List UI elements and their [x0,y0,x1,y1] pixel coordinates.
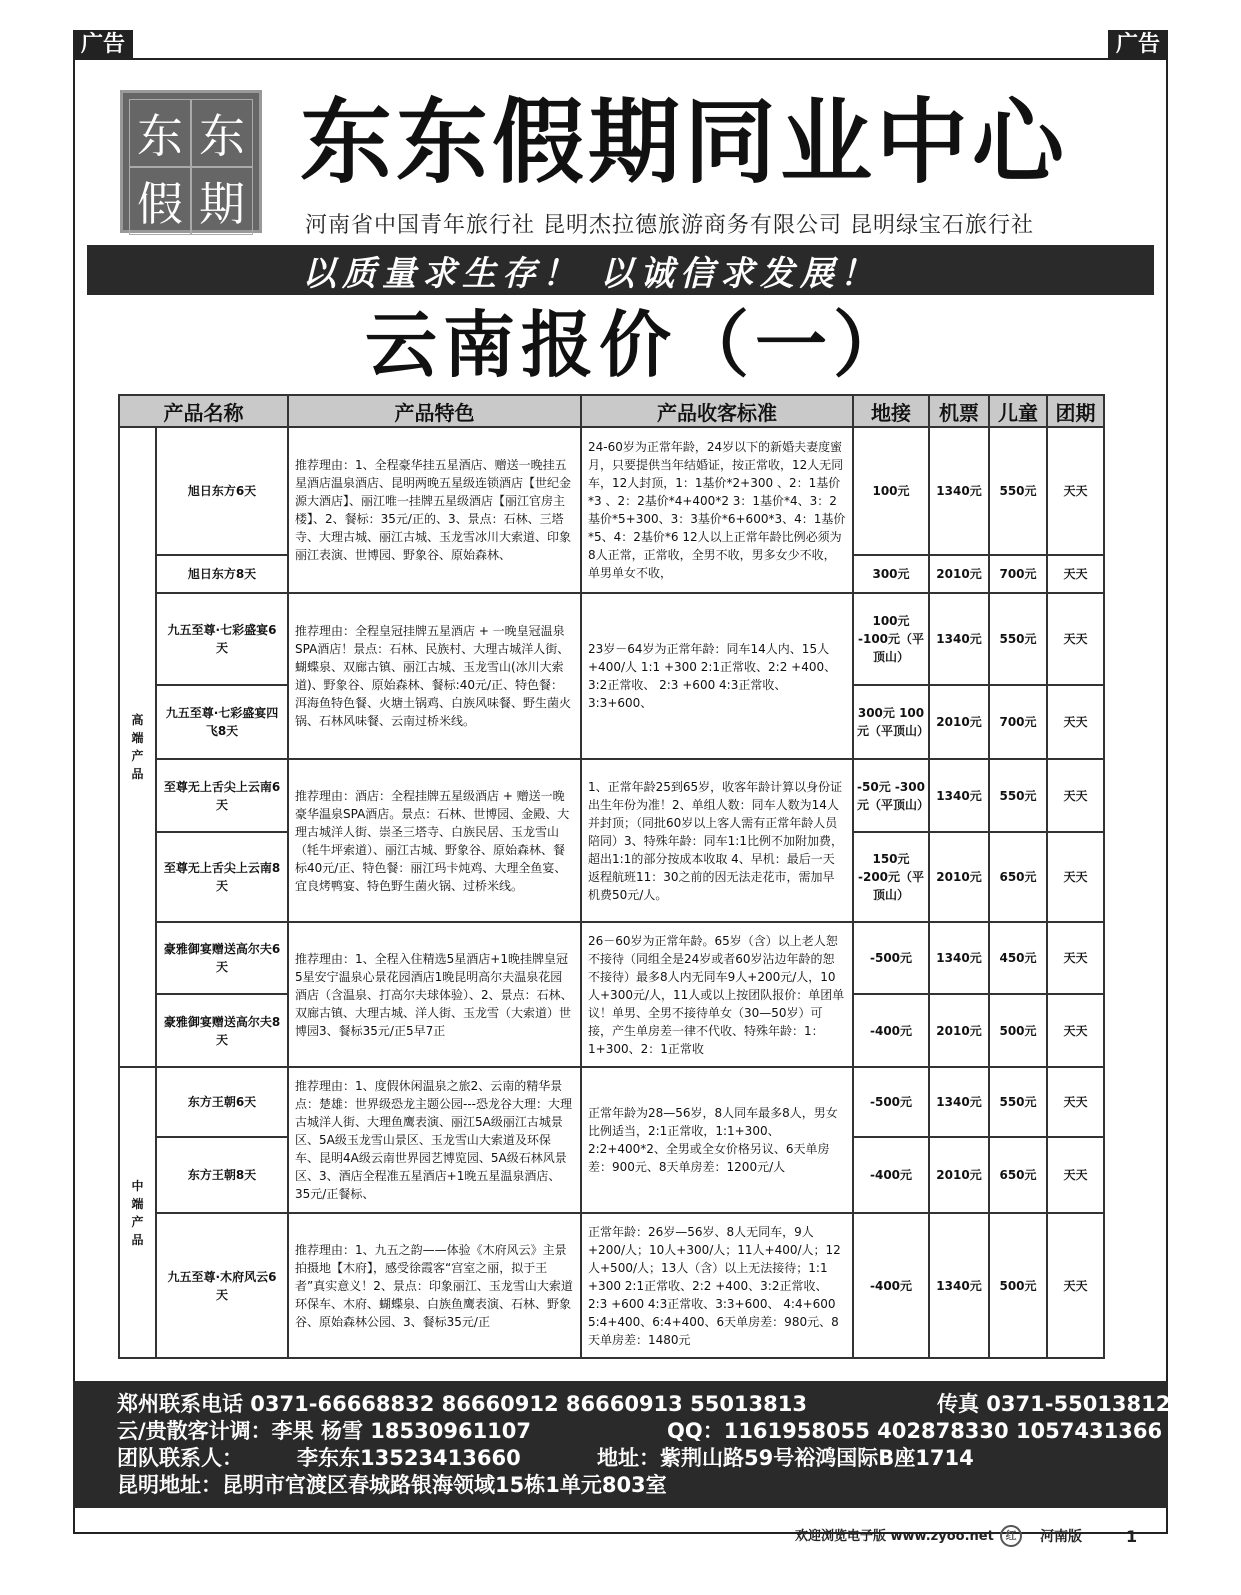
tour-coordinator: 云/贵散客计调：李果 杨雪 18530961107 [117,1419,532,1443]
ticket-price: 2010元 [929,685,989,759]
product-name: 至尊无上舌尖上云南8天 [156,832,288,922]
local-price: -400元 [853,1137,929,1213]
group-contact-label: 团队联系人： [117,1446,243,1470]
ticket-price: 1340元 [929,922,989,994]
ticket-price: 1340元 [929,427,989,555]
child-price: 550元 [989,593,1047,685]
ticket-price: 1340元 [929,1213,989,1358]
category-cell: 中端产品 [119,1067,156,1358]
table-row [119,1213,1104,1358]
logo-char: 假 [129,167,191,235]
departure-date: 天天 [1047,555,1104,593]
departure-date: 天天 [1047,685,1104,759]
group-contact-person: 李东东13523413660 [297,1446,521,1470]
departure-date: 天天 [1047,427,1104,555]
footer-edition: 河南版 [1040,1529,1082,1545]
child-price: 500元 [989,1213,1047,1358]
table-row [119,922,1104,994]
logo-char: 东 [129,99,191,167]
local-price: -50元 -300元（平顶山） [853,759,929,832]
departure-date: 天天 [1047,1137,1104,1213]
footer-website: 欢迎浏览电子版 www.zyoo.net [795,1529,994,1544]
local-price: 300元 100元（平顶山） [853,685,929,759]
product-feature: 推荐理由：1、全程豪华挂五星酒店、赠送一晚挂五星酒店温泉酒店、昆明两晚五星级连锁酒店【世纪金源大酒店】、丽江唯一挂牌五星级酒店【丽江官房主楼】、2、餐标：35元/正的、3、景点：石林、三塔寺、大理古城、丽江古城、玉龙雪冰川大索道、印象丽江表演、世博园、野象谷、原始森林、 [288,427,581,593]
product-name: 九五至尊·木府风云6天 [156,1213,288,1358]
product-feature: 推荐理由：酒店：全程挂牌五星级酒店 + 赠送一晚豪华温泉SPA酒店。景点：石林、世博园、金殿、大理古城洋人街、崇圣三塔寺、白族民居、玉龙雪山（牦牛坪索道）、丽江古城、野象谷、原始森林、餐标40元/正、特色餐：丽江玛卡炖鸡、大理全鱼宴、宜良烤鸭宴、特色野生菌火锅、过桥米线。 [288,759,581,922]
child-price: 650元 [989,832,1047,922]
local-price: -400元 [853,1213,929,1358]
agency-list: 河南省中国青年旅行社 昆明杰拉德旅游商务有限公司 昆明绿宝石旅行社 [305,213,1034,238]
child-price: 650元 [989,1137,1047,1213]
child-price: 700元 [989,685,1047,759]
local-price: -500元 [853,922,929,994]
departure-date: 天天 [1047,593,1104,685]
ticket-price: 1340元 [929,593,989,685]
column-header: 产品特色 [288,395,581,427]
table-row [119,427,1104,555]
departure-date: 天天 [1047,759,1104,832]
contact-line [117,1472,1168,1499]
price-table [118,394,1105,1359]
product-feature: 推荐理由：1、全程入住精选5星酒店+1晚挂牌皇冠5星安宁温泉心景花园酒店1晚昆明高尔夫温泉花园酒店（含温泉、打高尔夫球体验）、2、景点：石林、双廊古镇、大理古城、洋人街、玉龙雪（大索道）世博园3、餐标35元/正5早7正 [288,922,581,1067]
slogan-banner: 以质量求生存！ 以诚信求发展！ [87,245,1154,295]
column-header: 产品收客标准 [581,395,853,427]
column-header: 地接 [853,395,929,427]
local-price: -400元 [853,994,929,1067]
child-price: 550元 [989,1067,1047,1137]
child-price: 500元 [989,994,1047,1067]
product-name: 东方王朝8天 [156,1137,288,1213]
departure-date: 天天 [1047,1213,1104,1358]
ticket-price: 2010元 [929,832,989,922]
section-title: 云南报价（一） [365,302,912,387]
column-header: 机票 [929,395,989,427]
product-name: 九五至尊·七彩盛宴四飞8天 [156,685,288,759]
departure-date: 天天 [1047,994,1104,1067]
child-price: 450元 [989,922,1047,994]
product-name: 豪雅御宴赠送高尔夫6天 [156,922,288,994]
child-price: 700元 [989,555,1047,593]
ticket-price: 2010元 [929,994,989,1067]
ticket-price: 2010元 [929,555,989,593]
local-price: -500元 [853,1067,929,1137]
category-cell: 高端产品 [119,427,156,1067]
booking-standard: 正常年龄为28—56岁，8人同车最多8人，男女比例适当，2:1正常收，1:1+300、2:2+400*2、全男或全女价格另议、6天单房差：900元、8天单房差：1200元/人 [581,1067,853,1213]
child-price: 550元 [989,759,1047,832]
local-price: 300元 [853,555,929,593]
booking-standard: 26－60岁为正常年龄。65岁（含）以上老人恕不接待（同组全是24岁或者60岁沾边年龄的恕不接待）最多8人内无同车9人+200元/人，10人+300元/人，11人或以上按团队报价：单团单议！单男、全男不接待单女（30—50岁）可接，产生单房差一律不代收、特殊年龄：1：1+300、2：1正常收 [581,922,853,1067]
booking-standard: 23岁－64岁为正常年龄：同车14人内、15人+400/人 1:1 +300 2:1正常收、2:2 +400、3:2正常收、 2:3 +600 4:3正常收、 3:3+600、 [581,593,853,759]
logo-char: 东 [191,99,253,167]
footer-logo-icon: 红 [1000,1525,1022,1547]
table-header-row [119,395,1104,427]
qq-numbers: QQ：1161958055 402878330 1057431366 [667,1419,1163,1443]
column-header: 儿童 [989,395,1047,427]
local-price: 100元 [853,427,929,555]
booking-standard: 24-60岁为正常年龄，24岁以下的新婚夫妻度蜜月，只要提供当年结婚证，按正常收，12人无同车，12人封顶，1：1基价*2+300 、2：1基价*3 、2：2基价*4+400*2 3：1基价*4、3：2基价*5+300、3：3基价*6+600*3、4：1基价*5、4：2基价*6 12人以上正常年龄比例必须为8人正常，正常收，全男不收，男多女少不收，单男单女不收， [581,427,853,593]
departure-date: 天天 [1047,922,1104,994]
booking-standard: 1、正常年龄25到65岁，收客年龄计算以身份证出生年份为准！2、单组人数：同车人数为14人并封顶；（同批60岁以上客人需有正常年龄人员陪同）3、特殊年龄：同车1:1比例不加附加费，超出1:1的部分按成本收取 4、早机：最后一天返程航班11：30之前的因无法走花市，需加早机费50元/人。 [581,759,853,922]
ad-label-right: 广告 [1108,30,1168,60]
fax-number: 传真 0371-55013812 [937,1392,1171,1416]
column-header: 产品名称 [119,395,288,427]
ad-label-left: 广告 [73,30,133,60]
ticket-price: 1340元 [929,759,989,832]
table-row [119,759,1104,832]
local-price: 150元 -200元（平顶山） [853,832,929,922]
table-row [119,593,1104,685]
departure-date: 天天 [1047,832,1104,922]
booking-standard: 正常年龄：26岁—56岁、8人无同车，9人+200/人；10人+300/人；11人+400/人；12人+500/人；13人（含）以上无法接待；1:1 +300 2:1正常收、2:2 +400、3:2正常收、 2:3 +600 4:3正常收、3:3+600、 4:4+600 5:4+400、6:4+400、6天单房差：980元、8天单房差：1480元 [581,1213,853,1358]
product-name: 九五至尊·七彩盛宴6天 [156,593,288,685]
contact-line [117,1418,1168,1445]
departure-date: 天天 [1047,1067,1104,1137]
ticket-price: 2010元 [929,1137,989,1213]
product-name: 旭日东方6天 [156,427,288,555]
contact-line [117,1445,1168,1472]
contact-panel [73,1381,1171,1508]
kunming-address: 昆明地址：昆明市官渡区春城路银海领域15栋1单元803室 [117,1473,667,1497]
contact-line [117,1391,1171,1418]
column-header: 团期 [1047,395,1104,427]
zhengzhou-phone: 郑州联系电话 0371-66668832 86660912 86660913 55013813 [117,1392,807,1416]
product-feature: 推荐理由：1、九五之韵——体验《木府风云》主景拍摄地【木府】，感受徐霞客“宫室之丽，拟于王者”真实意义！2、景点：印象丽江、玉龙雪山大索道环保车、木府、蝴蝶泉、白族鱼鹰表演、石林、野象谷、原始森林公园、3、餐标35元/正 [288,1213,581,1358]
page-number: 1 [1126,1527,1138,1546]
product-feature: 推荐理由：全程皇冠挂牌五星酒店 + 一晚皇冠温泉SPA酒店！景点：石林、民族村、大理古城洋人街、蝴蝶泉、双廊古镇、丽江古城、玉龙雪山(冰川大索道)、野象谷、原始森林、餐标:40元/正、特色餐：洱海鱼特色餐、火塘土锅鸡、白族风味餐、野生菌火锅、石林风味餐、云南过桥米线。 [288,593,581,759]
product-name: 至尊无上舌尖上云南6天 [156,759,288,832]
brand-logo [120,90,262,233]
page-title: 东东假期同业中心 [300,89,1069,196]
product-name: 东方王朝6天 [156,1067,288,1137]
product-name: 豪雅御宴赠送高尔夫8天 [156,994,288,1067]
child-price: 550元 [989,427,1047,555]
logo-char: 期 [191,167,253,235]
local-price: 100元 -100元（平顶山） [853,593,929,685]
table-row [119,1067,1104,1137]
zhengzhou-address: 地址：紫荆山路59号裕鸿国际B座1714 [597,1446,974,1470]
product-feature: 推荐理由：1、度假休闲温泉之旅2、云南的精华景点：楚雄：世界级恐龙主题公园---恐龙谷大理：大理古城洋人街、大理鱼鹰表演、丽江5A级丽江古城景区、5A级玉龙雪山景区、玉龙雪山大索道及环保车、昆明4A级云南世界园艺博览园、5A级石林风景区、3、酒店全程准五星酒店+1晚五星温泉酒店、35元/正餐标、 [288,1067,581,1213]
ticket-price: 1340元 [929,1067,989,1137]
product-name: 旭日东方8天 [156,555,288,593]
